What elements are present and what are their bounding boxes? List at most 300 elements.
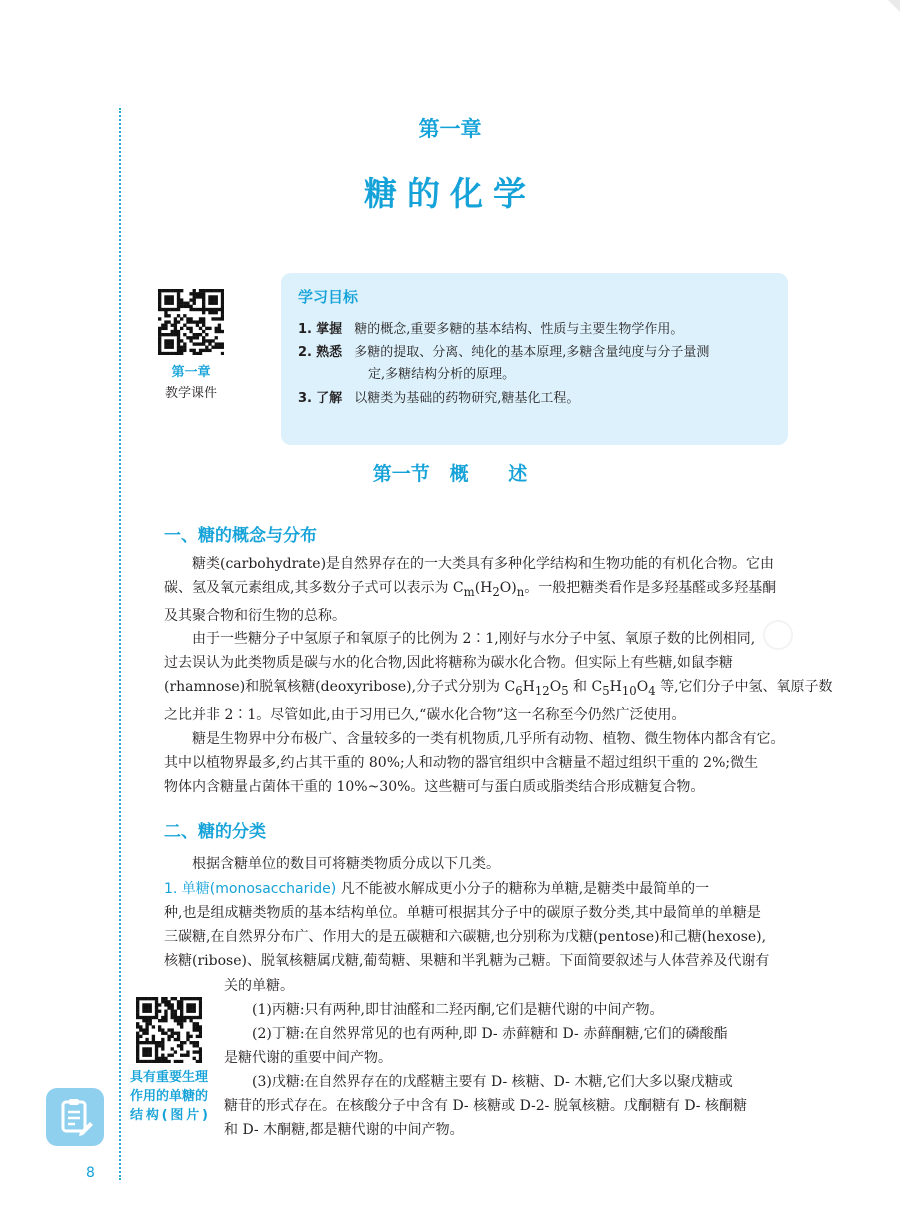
qr-module bbox=[202, 342, 205, 345]
qr-module bbox=[171, 997, 174, 1000]
qr-module bbox=[189, 1035, 192, 1038]
qr-module bbox=[215, 308, 218, 311]
qr-module bbox=[164, 1057, 167, 1060]
qr-module bbox=[186, 336, 189, 339]
qr-module bbox=[171, 324, 174, 327]
qr-module bbox=[205, 333, 208, 336]
qr-module bbox=[171, 1006, 174, 1009]
qr-module bbox=[186, 1016, 189, 1019]
qr-module bbox=[164, 1019, 167, 1022]
qr-module bbox=[180, 1010, 183, 1013]
qr-module bbox=[155, 1003, 158, 1006]
qr-module bbox=[136, 1054, 139, 1057]
qr-module bbox=[186, 327, 189, 330]
qr-module bbox=[145, 1047, 148, 1050]
qr-module bbox=[215, 317, 218, 320]
qr-module bbox=[189, 997, 192, 1000]
qr-module bbox=[202, 305, 205, 308]
qr-module bbox=[152, 997, 155, 1000]
qr-module bbox=[142, 1047, 145, 1050]
qr-module bbox=[215, 346, 218, 349]
qr-module bbox=[183, 997, 186, 1000]
qr-module bbox=[180, 305, 183, 308]
qr-module bbox=[199, 342, 202, 345]
qr-module bbox=[161, 352, 164, 355]
qr-module bbox=[180, 1060, 183, 1063]
paragraph-2 bbox=[164, 627, 833, 727]
qr-module bbox=[177, 1038, 180, 1041]
qr-module bbox=[167, 339, 170, 342]
qr-module bbox=[177, 308, 180, 311]
qr-module bbox=[193, 1016, 196, 1019]
qr-module bbox=[139, 997, 142, 1000]
qr-module bbox=[186, 320, 189, 323]
qr-module bbox=[189, 320, 192, 323]
qr-caption-line1: 第一章 bbox=[171, 365, 211, 380]
qr-module bbox=[167, 1035, 170, 1038]
qr-module bbox=[158, 295, 161, 298]
qr-module bbox=[202, 339, 205, 342]
qr-module bbox=[177, 314, 180, 317]
qr-module bbox=[171, 289, 174, 292]
qr-module bbox=[189, 292, 192, 295]
para2-line4: 之比并非 2∶1。尽管如此,由于习用已久,“碳水化合物”这一名称至今仍然广泛使用。 bbox=[164, 706, 686, 723]
qr-module bbox=[158, 352, 161, 355]
qr-module bbox=[177, 292, 180, 295]
qr-module bbox=[158, 1019, 161, 1022]
para5-tail bbox=[224, 974, 791, 998]
qr-module bbox=[189, 339, 192, 342]
qr-module bbox=[164, 1003, 167, 1006]
qr-module bbox=[174, 1038, 177, 1041]
sub: 4 bbox=[648, 683, 656, 698]
qr-module bbox=[208, 349, 211, 352]
qr-module bbox=[180, 1006, 183, 1009]
qr-module bbox=[136, 1057, 139, 1060]
qr-module bbox=[174, 1032, 177, 1035]
qr-module bbox=[136, 1060, 139, 1063]
qr-module bbox=[211, 295, 214, 298]
qr-module bbox=[186, 1050, 189, 1053]
qr-module bbox=[208, 311, 211, 314]
qr-module bbox=[221, 352, 224, 355]
qr-module bbox=[164, 308, 167, 311]
qr-module bbox=[142, 1016, 145, 1019]
qr-module bbox=[142, 1019, 145, 1022]
qr-module bbox=[145, 1060, 148, 1063]
sub: 10 bbox=[621, 683, 637, 698]
qr-module bbox=[155, 1000, 158, 1003]
qr-module bbox=[171, 333, 174, 336]
goal-key: 熟悉 bbox=[316, 345, 343, 360]
section-title: 第一节 概 述 bbox=[372, 463, 528, 485]
qr-module bbox=[139, 1025, 142, 1028]
goal-item-3 bbox=[298, 388, 773, 410]
qr-module bbox=[177, 333, 180, 336]
qr-module bbox=[164, 333, 167, 336]
qr-module bbox=[189, 349, 192, 352]
qr-module bbox=[186, 1006, 189, 1009]
para5-line1 bbox=[164, 877, 791, 901]
qr-module bbox=[164, 342, 167, 345]
goal-text: 糖的概念,重要多糖的基本结构、性质与主要生物学作用。 bbox=[354, 322, 684, 337]
text: O bbox=[636, 679, 649, 695]
qr-module bbox=[199, 295, 202, 298]
qr-module bbox=[180, 352, 183, 355]
sub: n bbox=[516, 584, 525, 599]
qr-module bbox=[180, 1000, 183, 1003]
qr-module bbox=[202, 330, 205, 333]
qr-module bbox=[183, 314, 186, 317]
qr-module bbox=[145, 1041, 148, 1044]
qr-module bbox=[196, 1022, 199, 1025]
qr-module bbox=[180, 317, 183, 320]
qr-module bbox=[196, 1044, 199, 1047]
qr-module bbox=[189, 1016, 192, 1019]
qr-module bbox=[149, 1060, 152, 1063]
qr-module bbox=[221, 292, 224, 295]
qr-module bbox=[186, 1003, 189, 1006]
para2-line2: 过去误认为此类物质是碳与水的化合物,因此将糖称为碳水化合物。但实际上有些糖,如鼠李糖 bbox=[164, 655, 733, 671]
qr-module bbox=[174, 330, 177, 333]
qr-module bbox=[136, 1013, 139, 1016]
qr-module bbox=[221, 298, 224, 301]
qr-module bbox=[164, 314, 167, 317]
qr-module bbox=[193, 1041, 196, 1044]
qr-module bbox=[158, 333, 161, 336]
qr-module bbox=[142, 1006, 145, 1009]
qr-module bbox=[136, 1025, 139, 1028]
qr-module bbox=[196, 1050, 199, 1053]
para1-line3: 及其聚合物和衍生物的总称。 bbox=[164, 607, 346, 624]
qr-module bbox=[211, 317, 214, 320]
corner-mark bbox=[888, 0, 900, 12]
qr-module bbox=[193, 289, 196, 292]
qr-module bbox=[171, 1028, 174, 1031]
qr-module bbox=[149, 1003, 152, 1006]
paragraph-3 bbox=[164, 727, 791, 799]
qr-module bbox=[155, 1013, 158, 1016]
qr-module bbox=[145, 1038, 148, 1041]
qr-module bbox=[202, 349, 205, 352]
qr-module bbox=[199, 1003, 202, 1006]
qr-module bbox=[174, 1016, 177, 1019]
qr-module bbox=[142, 1041, 145, 1044]
qr-module bbox=[136, 1047, 139, 1050]
qr-module bbox=[208, 339, 211, 342]
qr-module bbox=[180, 1016, 183, 1019]
qr-module bbox=[171, 1003, 174, 1006]
qr-module bbox=[186, 1054, 189, 1057]
qr-module bbox=[171, 352, 174, 355]
qr-module bbox=[161, 1060, 164, 1063]
qr-module bbox=[167, 320, 170, 323]
qr-module bbox=[202, 311, 205, 314]
qr-module bbox=[196, 324, 199, 327]
item-pentose-1: (3)戊糖:在自然界存在的戊醛糖主要有 D- 核糖、D- 木糖,它们大多以聚戊糖或 bbox=[252, 1074, 733, 1090]
text: 。一般把糖类看作是多羟基醛或多羟基酮 bbox=[524, 580, 777, 596]
chapter-title: 糖的化学 bbox=[364, 174, 536, 213]
qr-module bbox=[152, 1016, 155, 1019]
qr-module bbox=[161, 1016, 164, 1019]
qr-module bbox=[155, 1047, 158, 1050]
qr-module bbox=[139, 1035, 142, 1038]
qr-module bbox=[183, 305, 186, 308]
heading-classification: 二、糖的分类 bbox=[164, 822, 266, 842]
qr-module bbox=[205, 339, 208, 342]
qr-module bbox=[142, 1060, 145, 1063]
qr-module bbox=[221, 342, 224, 345]
qr-module bbox=[136, 1044, 139, 1047]
item-pentose-2: 糖苷的形式存在。在核酸分子中含有 D- 核糖或 D-2- 脱氧核糖。戊酮糖有 D- 核酮糖 bbox=[224, 1098, 747, 1114]
goal-key: 了解 bbox=[316, 391, 343, 406]
qr-module bbox=[202, 320, 205, 323]
qr-module bbox=[158, 1010, 161, 1013]
qr-module bbox=[196, 352, 199, 355]
qr-module bbox=[177, 1032, 180, 1035]
notes-icon[interactable] bbox=[46, 1088, 104, 1146]
qr-module bbox=[199, 1025, 202, 1028]
qr-module bbox=[161, 333, 164, 336]
qr-module bbox=[208, 295, 211, 298]
qr-module bbox=[183, 349, 186, 352]
qr-module bbox=[164, 327, 167, 330]
qr-module bbox=[155, 1050, 158, 1053]
qr-module bbox=[196, 1016, 199, 1019]
qr-module bbox=[164, 1060, 167, 1063]
qr-module bbox=[205, 346, 208, 349]
qr-module bbox=[189, 1019, 192, 1022]
qr-module bbox=[193, 1057, 196, 1060]
qr-module bbox=[199, 320, 202, 323]
qr-module bbox=[164, 289, 167, 292]
qr-module bbox=[158, 330, 161, 333]
qr-module bbox=[158, 349, 161, 352]
qr-module bbox=[183, 302, 186, 305]
qr-module bbox=[136, 1050, 139, 1053]
qr-module bbox=[177, 320, 180, 323]
para3-line1: 糖是生物界中分布极广、含量较多的一类有机物质,几乎所有动物、植物、微生物体内都含有它。 bbox=[192, 731, 785, 747]
qr-module bbox=[205, 308, 208, 311]
qr-module bbox=[221, 330, 224, 333]
qr-module bbox=[171, 308, 174, 311]
qr-module bbox=[136, 1035, 139, 1038]
goal-text-cont: 定,多糖结构分析的原理。 bbox=[368, 367, 516, 382]
qr-module bbox=[208, 308, 211, 311]
qr-module bbox=[155, 1010, 158, 1013]
qr-module bbox=[211, 289, 214, 292]
qr-module bbox=[199, 333, 202, 336]
qr-module bbox=[183, 346, 186, 349]
qr-module bbox=[167, 1060, 170, 1063]
qr-module bbox=[136, 997, 139, 1000]
text: 碳、氢及氧元素组成,其多数分子式可以表示为 C bbox=[164, 580, 464, 596]
qr-module bbox=[177, 342, 180, 345]
qr-module bbox=[183, 324, 186, 327]
qr-module bbox=[199, 1016, 202, 1019]
qr-module bbox=[196, 333, 199, 336]
qr-module bbox=[177, 1006, 180, 1009]
margin-dotted-line bbox=[119, 108, 121, 1180]
qr-module bbox=[139, 1060, 142, 1063]
qr-module bbox=[193, 333, 196, 336]
qr-module bbox=[171, 1047, 174, 1050]
para1-line2 bbox=[164, 576, 791, 604]
qr-module bbox=[180, 1041, 183, 1044]
qr-module bbox=[164, 1010, 167, 1013]
qr-module bbox=[164, 339, 167, 342]
text: 凡不能被水解成更小分子的糖称为单糖,是糖类中最简单的一 bbox=[336, 881, 710, 897]
qr-module bbox=[202, 289, 205, 292]
qr-module bbox=[193, 308, 196, 311]
qr-module bbox=[177, 352, 180, 355]
qr-module bbox=[158, 292, 161, 295]
text: O) bbox=[499, 580, 517, 596]
qr-module bbox=[180, 997, 183, 1000]
learning-goals-panel bbox=[281, 273, 788, 445]
goal-num: 3. bbox=[298, 391, 312, 406]
qr-module bbox=[211, 346, 214, 349]
qr-module bbox=[193, 1025, 196, 1028]
qr-module bbox=[180, 1013, 183, 1016]
qr-module bbox=[177, 1003, 180, 1006]
qr-module bbox=[174, 333, 177, 336]
qr-module bbox=[199, 317, 202, 320]
qr-module bbox=[142, 1054, 145, 1057]
qr-module bbox=[167, 333, 170, 336]
para5-line3: 三碳糖,在自然界分布广、作用大的是五碳糖和六碳糖,也分别称为戊糖(pentose)和己糖(hexose), bbox=[164, 929, 767, 945]
qr-module bbox=[183, 1019, 186, 1022]
qr-module bbox=[199, 327, 202, 330]
qr-module bbox=[171, 295, 174, 298]
qr-module bbox=[196, 1035, 199, 1038]
qr-module bbox=[139, 1041, 142, 1044]
qr-module bbox=[215, 295, 218, 298]
qr-module bbox=[196, 997, 199, 1000]
qr-module bbox=[218, 327, 221, 330]
qr-module bbox=[158, 327, 161, 330]
qr-module bbox=[180, 1003, 183, 1006]
qr-module bbox=[177, 349, 180, 352]
qr-code-monosaccharide[interactable] bbox=[136, 997, 202, 1063]
qr-module bbox=[196, 1060, 199, 1063]
qr-module bbox=[167, 308, 170, 311]
qr-module bbox=[189, 330, 192, 333]
qr-module bbox=[171, 1032, 174, 1035]
goal-num: 1. bbox=[298, 322, 312, 337]
qr-module bbox=[145, 1010, 148, 1013]
text: (H bbox=[474, 580, 493, 596]
qr-module bbox=[186, 1035, 189, 1038]
qr-module bbox=[218, 324, 221, 327]
qr-module bbox=[152, 1035, 155, 1038]
qr-module bbox=[142, 1050, 145, 1053]
qr-module bbox=[221, 295, 224, 298]
qr-module bbox=[193, 349, 196, 352]
qr-module bbox=[196, 1025, 199, 1028]
para3-line3: 物体内含糖量占菌体干重的 10%~30%。这些糖可与蛋白质或脂类结合形成糖复合物。 bbox=[164, 779, 705, 795]
qr-module bbox=[145, 1019, 148, 1022]
qr-module bbox=[142, 1032, 145, 1035]
qr-module bbox=[167, 289, 170, 292]
qr-module bbox=[174, 352, 177, 355]
qr-module bbox=[221, 305, 224, 308]
qr-module bbox=[193, 1028, 196, 1031]
qr-module bbox=[208, 298, 211, 301]
qr-module bbox=[183, 342, 186, 345]
qr-module bbox=[174, 1050, 177, 1053]
qr-module bbox=[177, 305, 180, 308]
qr-module bbox=[158, 1044, 161, 1047]
sub: 2 bbox=[492, 584, 500, 599]
qr-module bbox=[167, 1038, 170, 1041]
qr-module bbox=[149, 1050, 152, 1053]
qr-module bbox=[183, 1016, 186, 1019]
qr-module bbox=[189, 336, 192, 339]
qr-module bbox=[221, 308, 224, 311]
text: H bbox=[522, 679, 535, 695]
qr-module bbox=[158, 1057, 161, 1060]
qr-module bbox=[177, 298, 180, 301]
qr-module bbox=[167, 1028, 170, 1031]
qr-module bbox=[215, 289, 218, 292]
qr-module bbox=[202, 317, 205, 320]
qr-module bbox=[205, 349, 208, 352]
qr-module bbox=[149, 1047, 152, 1050]
learning-goals-heading: 学习目标 bbox=[298, 288, 359, 306]
qr-module bbox=[158, 317, 161, 320]
qr-module bbox=[158, 1025, 161, 1028]
qr-module bbox=[161, 1038, 164, 1041]
qr-module bbox=[211, 339, 214, 342]
qr-module bbox=[196, 342, 199, 345]
sub: 5 bbox=[602, 683, 610, 698]
qr-module bbox=[155, 1041, 158, 1044]
qr-module bbox=[215, 342, 218, 345]
qr-module bbox=[164, 298, 167, 301]
qr-module bbox=[171, 1054, 174, 1057]
qr-module bbox=[145, 1050, 148, 1053]
qr-module bbox=[164, 1013, 167, 1016]
qr-module bbox=[164, 311, 167, 314]
qr-module bbox=[149, 1006, 152, 1009]
qr-module bbox=[180, 349, 183, 352]
qr-module bbox=[167, 314, 170, 317]
qr-module bbox=[193, 1022, 196, 1025]
qr-module bbox=[152, 1041, 155, 1044]
qr-module bbox=[211, 298, 214, 301]
qr-code-courseware[interactable] bbox=[158, 289, 224, 355]
qr-module bbox=[171, 1010, 174, 1013]
qr-module bbox=[161, 1041, 164, 1044]
qr-module bbox=[189, 305, 192, 308]
qr-module bbox=[186, 997, 189, 1000]
qr-module bbox=[215, 336, 218, 339]
qr-module bbox=[202, 336, 205, 339]
qr-module bbox=[202, 298, 205, 301]
qr-module bbox=[174, 997, 177, 1000]
qr-module bbox=[177, 1035, 180, 1038]
qr-module bbox=[193, 320, 196, 323]
qr-module bbox=[199, 1054, 202, 1057]
qr-module bbox=[171, 342, 174, 345]
qr-module bbox=[174, 317, 177, 320]
qr-module bbox=[177, 1019, 180, 1022]
qr-module bbox=[196, 1041, 199, 1044]
qr-module bbox=[149, 1022, 152, 1025]
item-triose: (1)丙糖:只有两种,即甘油醛和二羟丙酮,它们是糖代谢的中间产物。 bbox=[252, 1002, 664, 1018]
qr-module bbox=[164, 302, 167, 305]
